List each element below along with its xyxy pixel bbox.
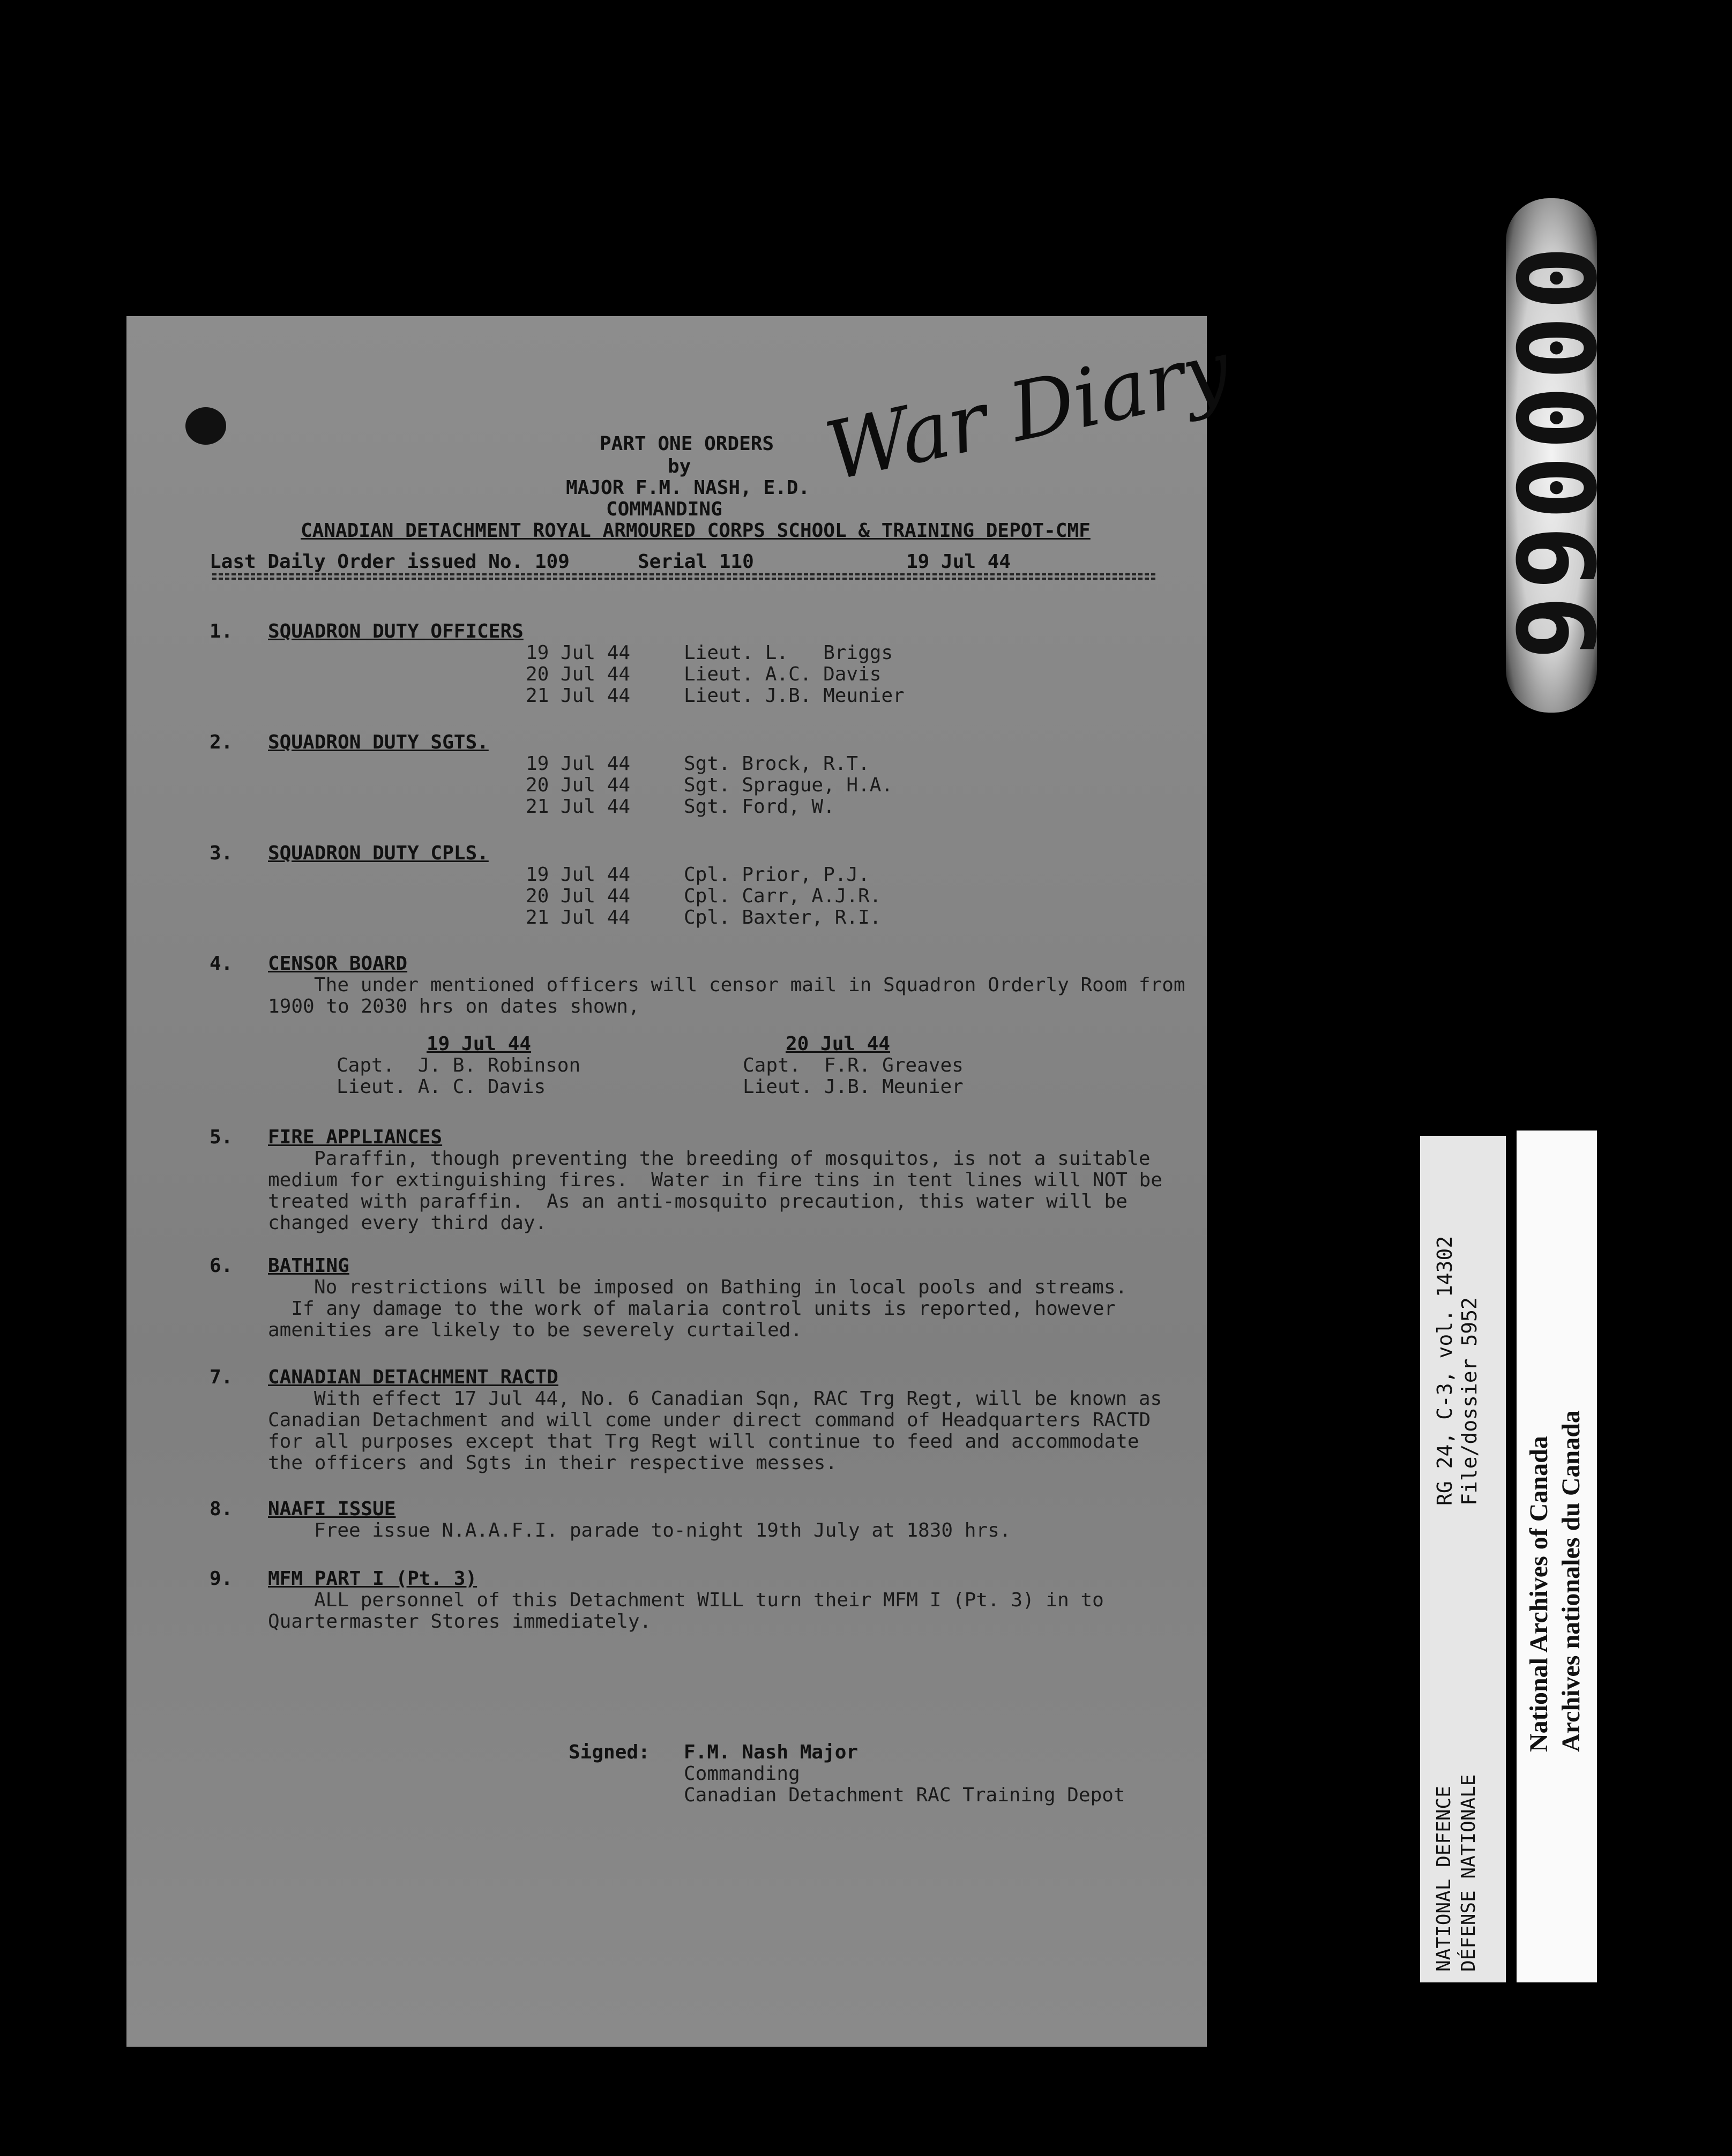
header-by: by (668, 455, 691, 477)
censor-date: 20 Jul 44 (786, 1033, 891, 1055)
item-title: MFM PART I (Pt. 3) (268, 1568, 477, 1590)
item-text: for all purposes except that Trg Regt will continue to feed and accommodate (268, 1431, 1139, 1453)
item-text: the officers and Sgts in their respective messes. (268, 1452, 838, 1474)
duty-name: Sgt. Brock, R.T. (684, 753, 870, 775)
department-name: DÉFENSE NATIONALE (1458, 1774, 1480, 1972)
item-number: 6. (210, 1255, 233, 1277)
item-text: changed every third day. (268, 1212, 547, 1234)
censor-date: 19 Jul 44 (427, 1033, 532, 1055)
censor-officer: Capt. J. B. Robinson (337, 1054, 581, 1076)
reference-label (1420, 1136, 1506, 1982)
item-text: treated with paraffin. As an anti-mosquito precaution, this water will be (268, 1191, 1128, 1212)
item-title: NAAFI ISSUE (268, 1498, 396, 1520)
signatory-name: F.M. Nash Major (684, 1741, 858, 1763)
item-title: CANADIAN DETACHMENT RACTD (268, 1366, 558, 1388)
item-title: SQUADRON DUTY OFFICERS (268, 620, 524, 642)
censor-officer: Lieut. J.B. Meunier (743, 1076, 964, 1098)
duty-name: Cpl. Carr, A.J.R. (684, 885, 882, 907)
archives-label (1517, 1131, 1597, 1982)
last-daily-order: Last Daily Order issued No. 109 (210, 551, 570, 573)
item-text: The under mentioned officers will censor mail in Squadron Orderly Room from (314, 974, 1185, 996)
duty-name: Lieut. A.C. Davis (684, 663, 882, 685)
duty-date: 20 Jul 44 (526, 885, 631, 907)
duty-date: 21 Jul 44 (526, 907, 631, 929)
item-text: ALL personnel of this Detachment WILL turn their MFM I (Pt. 3) in to (314, 1589, 1104, 1611)
duty-date: 19 Jul 44 (526, 864, 631, 886)
item-number: 8. (210, 1498, 233, 1520)
duty-name: Sgt. Ford, W. (684, 796, 835, 818)
item-title: SQUADRON DUTY SGTS. (268, 731, 489, 753)
item-text: Canadian Detachment and will come under direct command of Headquarters RACTD (268, 1409, 1151, 1431)
frame-number: 000066 (1491, 245, 1617, 665)
separator-line (212, 573, 1155, 575)
signatory-role: Commanding (684, 1763, 800, 1785)
item-number: 7. (210, 1366, 233, 1388)
duty-name: Cpl. Baxter, R.I. (684, 907, 882, 929)
duty-name: Lieut. L. Briggs (684, 642, 893, 664)
item-title: SQUADRON DUTY CPLS. (268, 842, 489, 864)
signed-label: Signed: (569, 1741, 650, 1763)
item-number: 5. (210, 1126, 233, 1148)
item-text: 1900 to 2030 hrs on dates shown, (268, 995, 640, 1017)
header-title: PART ONE ORDERS (600, 433, 774, 455)
censor-officer: Capt. F.R. Greaves (743, 1054, 964, 1076)
reference-line: File/dossier 5952 (1458, 1297, 1481, 1506)
department-name: NATIONAL DEFENCE (1433, 1786, 1455, 1972)
duty-date: 21 Jul 44 (526, 685, 631, 707)
duty-name: Sgt. Sprague, H.A. (684, 774, 893, 796)
item-text: Paraffin, though preventing the breeding of mosquitos, is not a suitable (314, 1148, 1151, 1170)
document-page (126, 316, 1238, 2047)
censor-officer: Lieut. A. C. Davis (337, 1076, 546, 1098)
item-title: BATHING (268, 1255, 349, 1277)
item-number: 2. (210, 731, 233, 753)
item-text: amenities are likely to be severely curtailed. (268, 1319, 802, 1341)
duty-date: 21 Jul 44 (526, 796, 631, 818)
archives-name: Archives nationales du Canada (1557, 1410, 1585, 1752)
item-title: FIRE APPLIANCES (268, 1126, 443, 1148)
duty-date: 20 Jul 44 (526, 774, 631, 796)
header-commander: MAJOR F.M. NASH, E.D. (566, 477, 810, 499)
item-number: 9. (210, 1568, 233, 1590)
item-text: No restrictions will be imposed on Bathing in local pools and streams. (314, 1276, 1128, 1298)
archives-name: National Archives of Canada (1525, 1436, 1553, 1752)
order-date: 19 Jul 44 (906, 551, 1011, 573)
item-text: If any damage to the work of malaria control units is reported, however (268, 1298, 1116, 1320)
item-number: 3. (210, 842, 233, 864)
duty-date: 20 Jul 44 (526, 663, 631, 685)
item-number: 1. (210, 620, 233, 642)
item-text: medium for extinguishing fires. Water in fire tins in tent lines will NOT be (268, 1169, 1162, 1191)
signatory-unit: Canadian Detachment RAC Training Depot (684, 1784, 1125, 1806)
item-title: CENSOR BOARD (268, 953, 408, 975)
reference-line: RG 24, C-3, vol. 14302 (1433, 1236, 1457, 1506)
duty-date: 19 Jul 44 (526, 753, 631, 775)
item-number: 4. (210, 953, 233, 975)
item-text: Free issue N.A.A.F.I. parade to-night 19th July at 1830 hrs. (314, 1519, 1011, 1541)
item-text: Quartermaster Stores immediately. (268, 1611, 652, 1633)
punch-hole (185, 407, 226, 445)
handwritten-annotation: War Diary (818, 323, 1238, 499)
serial-number: Serial 110 (638, 551, 754, 573)
header-commanding: COMMANDING (606, 498, 722, 520)
separator-line (212, 578, 1155, 580)
duty-name: Cpl. Prior, P.J. (684, 864, 870, 886)
header-unit: CANADIAN DETACHMENT ROYAL ARMOURED CORPS SCHOOL & TRAINING DEPOT-CMF (301, 520, 1091, 542)
frame-number-stamp (1491, 198, 1617, 713)
duty-date: 19 Jul 44 (526, 642, 631, 664)
item-text: With effect 17 Jul 44, No. 6 Canadian Sqn, RAC Trg Regt, will be known as (314, 1388, 1162, 1410)
duty-name: Lieut. J.B. Meunier (684, 685, 905, 707)
